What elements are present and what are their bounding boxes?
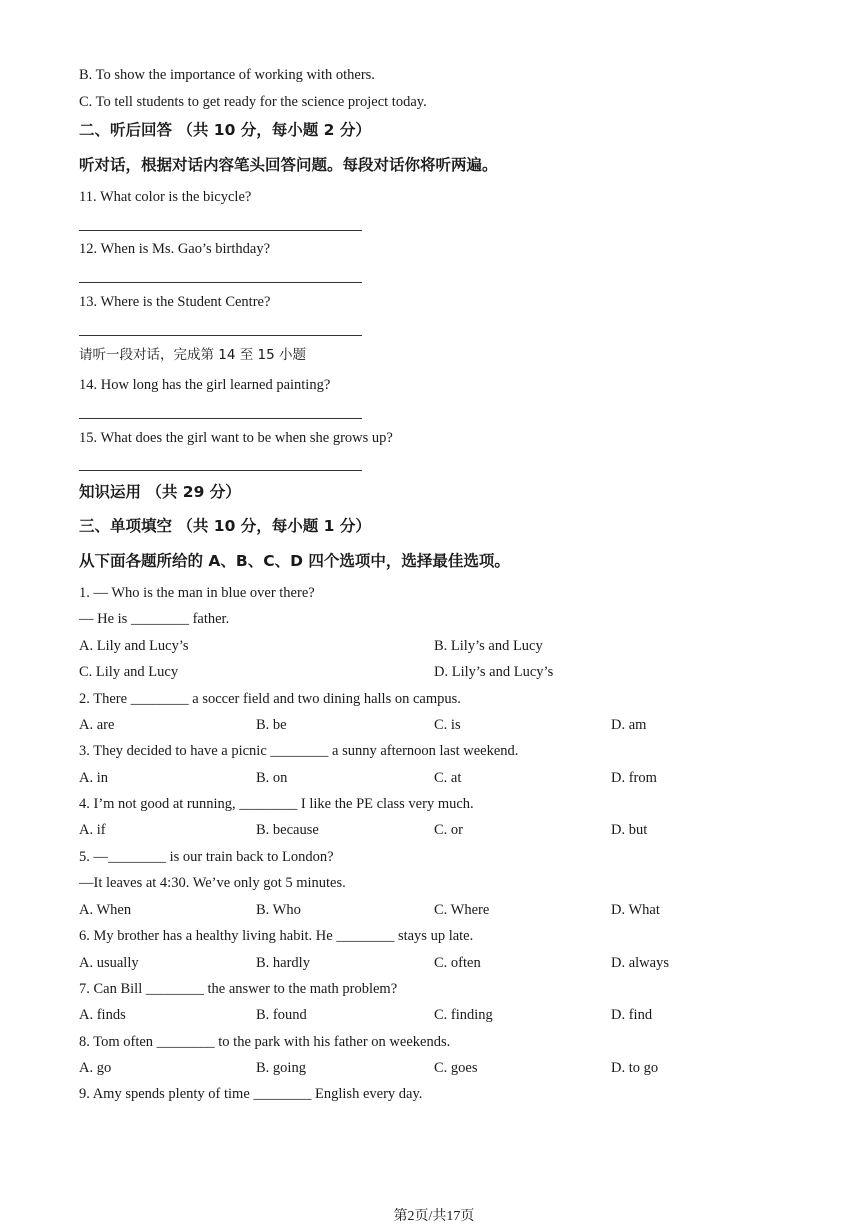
question-11: 11. What color is the bicycle?	[79, 189, 252, 205]
option-8c[interactable]: C. goes	[434, 1060, 478, 1076]
option-3a[interactable]: A. in	[79, 770, 108, 786]
option-5b[interactable]: B. Who	[256, 902, 301, 918]
option-4c[interactable]: C. or	[434, 822, 463, 838]
single-choice-9-stem: 9. Amy spends plenty of time ________ English every day.	[79, 1086, 423, 1102]
option-5d[interactable]: D. What	[611, 902, 660, 918]
page-number: 第2页/共17页	[393, 1209, 475, 1224]
option-1b[interactable]: B. Lily’s and Lucy	[434, 638, 543, 654]
option-6d[interactable]: D. always	[611, 955, 669, 971]
option-2c[interactable]: C. is	[434, 717, 461, 733]
option-line-c: C. To tell students to get ready for the science project today.	[79, 94, 427, 110]
option-6a[interactable]: A. usually	[79, 955, 139, 971]
section-2-title: 二、听后回答 （共 10 分，每小题 2 分）	[79, 121, 371, 139]
answer-line-14[interactable]	[79, 418, 362, 419]
question-15: 15. What does the girl want to be when she grows up?	[79, 430, 393, 446]
option-2a[interactable]: A. are	[79, 717, 115, 733]
single-choice-5-reply: —It leaves at 4:30. We’ve only got 5 minutes.	[79, 875, 346, 891]
question-13: 13. Where is the Student Centre?	[79, 294, 271, 310]
option-2d[interactable]: D. am	[611, 717, 647, 733]
option-line-b: B. To show the importance of working with others.	[79, 67, 375, 83]
option-7a[interactable]: A. finds	[79, 1007, 126, 1023]
option-7b[interactable]: B. found	[256, 1007, 307, 1023]
option-5a[interactable]: A. When	[79, 902, 132, 918]
option-3c[interactable]: C. at	[434, 770, 462, 786]
question-14: 14. How long has the girl learned painting?	[79, 377, 331, 393]
option-4b[interactable]: B. because	[256, 822, 319, 838]
option-8a[interactable]: A. go	[79, 1060, 112, 1076]
single-choice-6-stem: 6. My brother has a healthy living habit. He ________ stays up late.	[79, 928, 474, 944]
section-3-title: 三、单项填空 （共 10 分，每小题 1 分）	[79, 517, 371, 535]
option-6b[interactable]: B. hardly	[256, 955, 310, 971]
option-2b[interactable]: B. be	[256, 717, 287, 733]
option-1a[interactable]: A. Lily and Lucy’s	[79, 638, 189, 654]
answer-line-13[interactable]	[79, 335, 362, 336]
option-8b[interactable]: B. going	[256, 1060, 306, 1076]
single-choice-2-stem: 2. There ________ a soccer field and two dining halls on campus.	[79, 691, 461, 707]
option-8d[interactable]: D. to go	[611, 1060, 659, 1076]
single-choice-1-reply: — He is ________ father.	[79, 611, 230, 627]
answer-line-15[interactable]	[79, 470, 362, 471]
single-choice-8-stem: 8. Tom often ________ to the park with his father on weekends.	[79, 1034, 451, 1050]
option-7c[interactable]: C. finding	[434, 1007, 493, 1023]
option-4a[interactable]: A. if	[79, 822, 106, 838]
answer-line-12[interactable]	[79, 282, 362, 283]
single-choice-5-stem: 5. —________ is our train back to London?	[79, 849, 334, 865]
option-3b[interactable]: B. on	[256, 770, 288, 786]
option-7d[interactable]: D. find	[611, 1007, 653, 1023]
section-3-instructions: 从下面各题所给的 A、B、C、D 四个选项中，选择最佳选项。	[79, 552, 510, 570]
single-choice-4-stem: 4. I’m not good at running, ________ I like the PE class very much.	[79, 796, 474, 812]
option-1c[interactable]: C. Lily and Lucy	[79, 664, 179, 680]
question-12: 12. When is Ms. Gao’s birthday?	[79, 241, 271, 257]
option-1d[interactable]: D. Lily’s and Lucy’s	[434, 664, 554, 680]
listening-note: 请听一段对话，完成第 14 至 15 小题	[79, 347, 307, 363]
option-5c[interactable]: C. Where	[434, 902, 490, 918]
part-title: 知识运用 （共 29 分）	[79, 483, 241, 501]
option-4d[interactable]: D. but	[611, 822, 648, 838]
option-3d[interactable]: D. from	[611, 770, 657, 786]
answer-line-11[interactable]	[79, 230, 362, 231]
single-choice-3-stem: 3. They decided to have a picnic ________ a sunny afternoon last weekend.	[79, 743, 519, 759]
single-choice-1-stem: 1. — Who is the man in blue over there?	[79, 585, 315, 601]
section-2-instructions: 听对话，根据对话内容笔头回答问题。每段对话你将听两遍。	[79, 156, 498, 174]
single-choice-7-stem: 7. Can Bill ________ the answer to the math problem?	[79, 981, 398, 997]
option-6c[interactable]: C. often	[434, 955, 481, 971]
